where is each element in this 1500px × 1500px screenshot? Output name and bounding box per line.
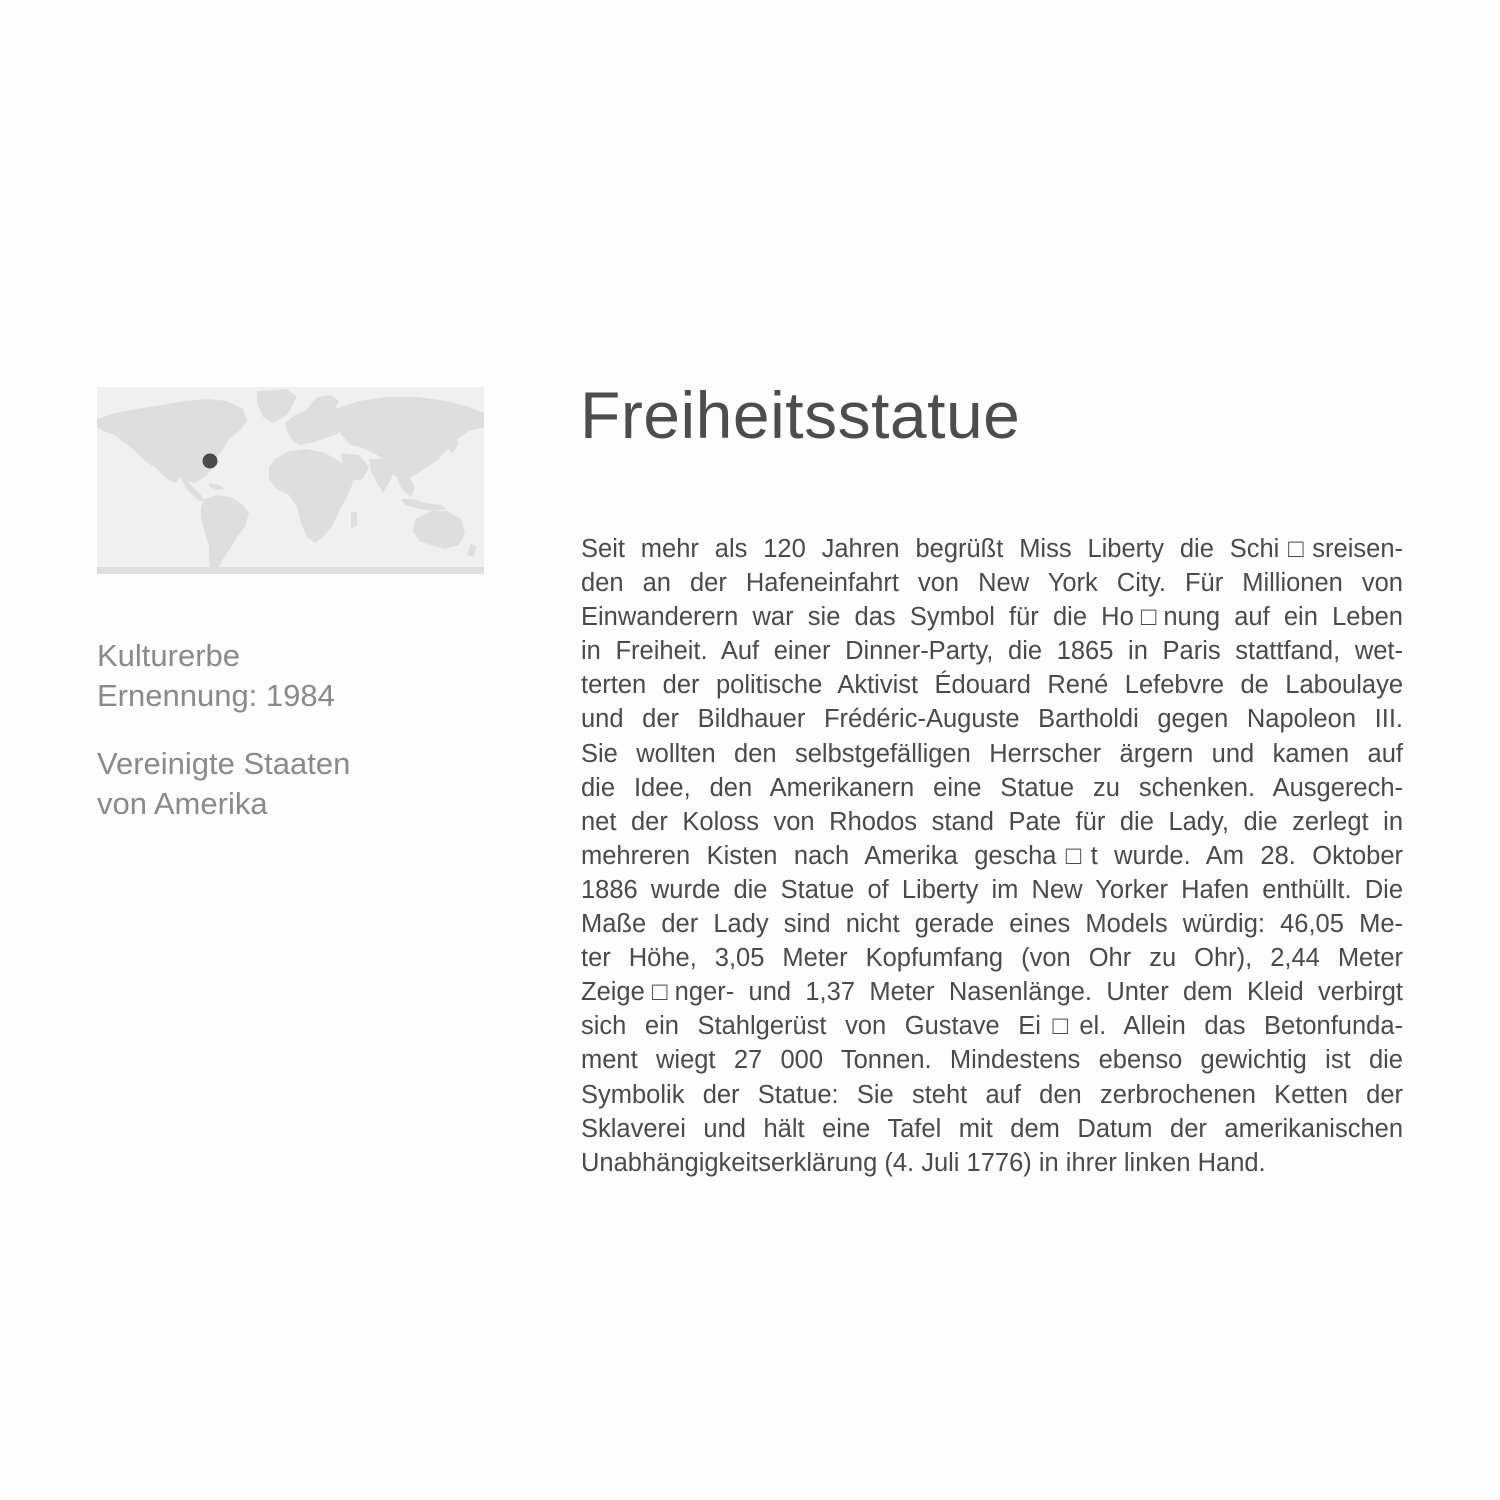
description-line: Maße der Lady sind nicht gerade eines Models würdig: 46,05 Me-: [581, 910, 1403, 939]
description-line: und der Bildhauer Frédéric-Auguste Bartholdi gegen Napoleon III.: [581, 705, 1403, 734]
spacer: [97, 716, 477, 744]
site-info: [97, 636, 477, 824]
description-line: Sie wollten den selbstgefälligen Herrscher ärgern und kamen auf: [581, 739, 1403, 768]
location-marker-dot: [203, 454, 218, 469]
description-line: in Freiheit. Auf einer Dinner-Party, die 1865 in Paris stattfand, wet-: [581, 637, 1403, 666]
world-map-graphic: [97, 387, 484, 574]
description-line: Unabhängigkeitserklärung (4. Juli 1776) in ihrer linken Hand.: [581, 1148, 1266, 1177]
description-line: mehreren Kisten nach Amerika gescha□t wurde. Am 28. Oktober: [581, 841, 1403, 870]
designation-year: Ernennung: 1984: [97, 678, 335, 713]
country-line-2: von Amerika: [97, 786, 268, 821]
description-line: Einwanderern war sie das Symbol für die Ho□nung auf ein Leben: [581, 603, 1403, 632]
description-line: Sklaverei und hält eine Tafel mit dem Datum der amerikanischen: [581, 1114, 1403, 1143]
country-line-1: Vereinigte Staaten: [97, 746, 351, 781]
description-line: die Idee, den Amerikanern eine Statue zu schenken. Ausgerech-: [581, 773, 1403, 802]
description-line: ment wiegt 27 000 Tonnen. Mindestens ebenso gewichtig ist die: [581, 1046, 1403, 1075]
antarctica-shape: [97, 567, 484, 574]
description-line: sich ein Stahlgerüst von Gustave Ei□el. Allein das Betonfunda-: [581, 1012, 1403, 1041]
description-line: net der Koloss von Rhodos stand Pate für die Lady, die zerlegt in: [581, 807, 1403, 836]
description-line: den an der Hafeneinfahrt von New York City. Für Millionen von: [581, 569, 1403, 598]
page-title: Freiheitsstatue: [580, 378, 1021, 452]
heritage-category: Kulturerbe: [97, 638, 241, 673]
description-line: ter Höhe, 3,05 Meter Kopfumfang (von Ohr zu Ohr), 2,44 Meter: [581, 944, 1403, 973]
description-line: Symbolik der Statue: Sie steht auf den zerbrochenen Ketten der: [581, 1080, 1403, 1109]
world-map: [97, 387, 484, 574]
description-text: [581, 532, 1403, 1180]
description-line: Zeige□nger- und 1,37 Meter Nasenlänge. Unter dem Kleid verbirgt: [581, 978, 1403, 1007]
description-line: Seit mehr als 120 Jahren begrüßt Miss Liberty die Schi□sreisen-: [581, 535, 1403, 563]
description-line: 1886 wurde die Statue of Liberty im New Yorker Hafen enthüllt. Die: [581, 875, 1403, 904]
description-line: terten der politische Aktivist Édouard René Lefebvre de Laboulaye: [581, 671, 1403, 700]
